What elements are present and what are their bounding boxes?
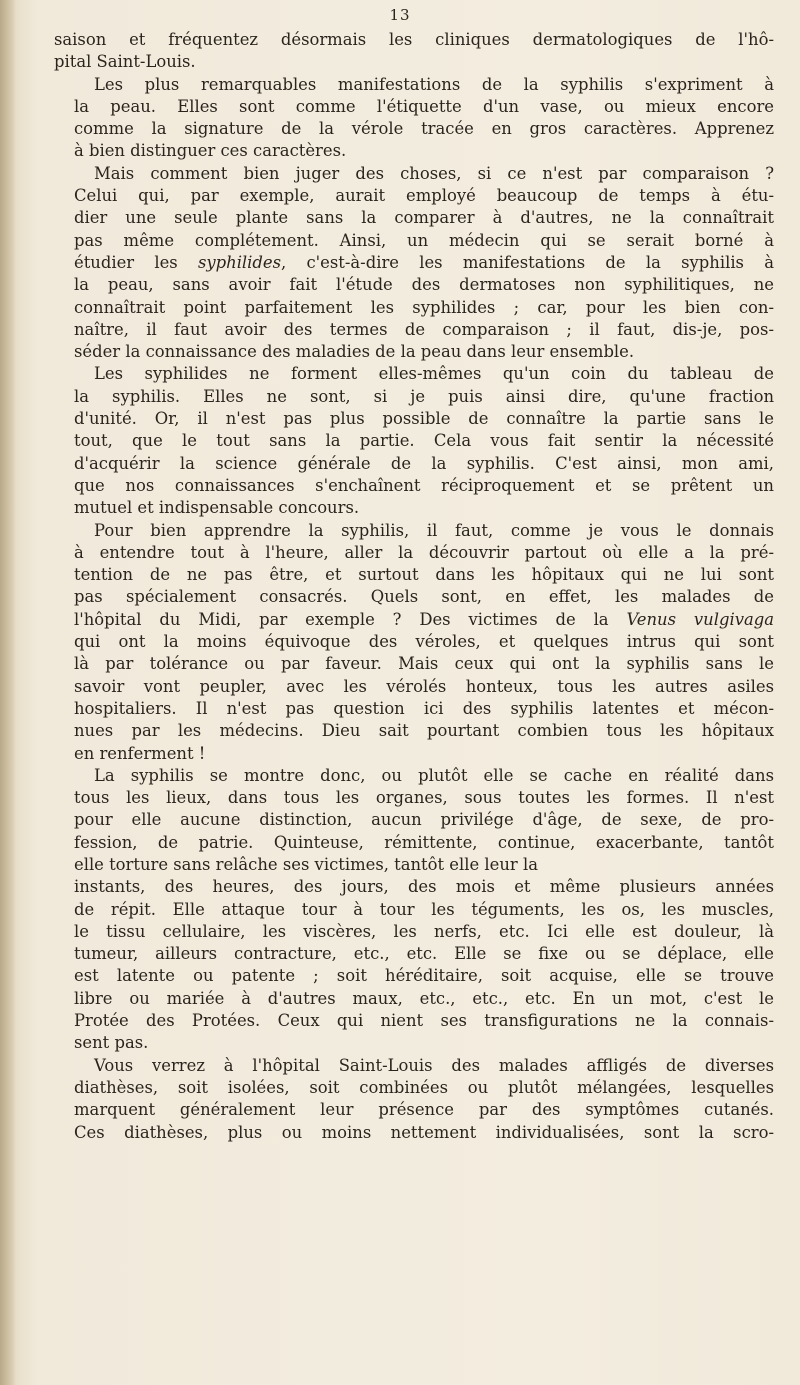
paragraph-3	[54, 163, 774, 364]
text-line: le tissu cellulaire, les viscères, les nerfs, etc. Ici elle est douleur, là	[74, 921, 774, 941]
text-line: tous les lieux, dans tous les organes, sous toutes les formes. Il n'est	[74, 788, 774, 808]
text-line: Celui qui, par exemple, aurait employé beaucoup de temps à étu-	[74, 186, 774, 206]
text-line: de répit. Elle attaque tour à tour les téguments, les os, les muscles,	[74, 899, 774, 919]
text-line: dier une seule plante sans la comparer à d'autres, ne la connaîtrait	[74, 208, 774, 228]
text-line: à bien distinguer ces caractères.	[74, 141, 347, 161]
text-line: Ces diathèses, plus ou moins nettement individualisées, sont la scro-	[74, 1122, 774, 1142]
text-line: Vous verrez à l'hôpital Saint-Louis des malades affligés de diverses	[94, 1055, 774, 1075]
text-line: qui ont la moins équivoque des véroles, et quelques intrus qui sont	[74, 632, 774, 652]
text-line: Les plus remarquables manifestations de la syphilis s'expriment à	[94, 74, 774, 94]
text-line	[54, 252, 774, 274]
text-line: Mais comment bien juger des choses, si ce n'est par comparaison ?	[94, 163, 774, 183]
paragraph-4	[54, 363, 774, 519]
paragraph-2	[54, 74, 774, 163]
text-line: Pour bien apprendre la syphilis, il faut, comme je vous le donnais	[94, 520, 774, 540]
text-line: libre ou mariée à d'autres maux, etc., etc., etc. En un mot, c'est le	[74, 988, 774, 1008]
text-span: , c'est-à-dire les manifestations de la syphilis à	[281, 252, 774, 272]
text-line: pas spécialement consacrés. Quels sont, en effet, les malades de	[74, 587, 774, 607]
text-line: la peau. Elles sont comme l'étiquette d'un vase, ou mieux encore	[74, 96, 774, 116]
text-line: d'acquérir la science générale de la syphilis. C'est ainsi, mon ami,	[74, 453, 774, 473]
text-line: tout, que le tout sans la partie. Cela vous fait sentir la nécessité	[74, 431, 774, 451]
page-number: 13	[389, 6, 411, 24]
text-line: Les syphilides ne forment elles-mêmes qu'un coin du tableau de	[94, 364, 774, 384]
text-line: séder la connaissance des maladies de la peau dans leur ensemble.	[74, 342, 635, 362]
text-line: est latente ou patente ; soit héréditaire, soit acquise, elle se trouve	[74, 966, 774, 986]
paragraph-7	[54, 1055, 774, 1144]
text-line: instants, des heures, des jours, des mois et même plusieurs années	[74, 877, 774, 897]
text-line: saison et fréquentez désormais les cliniques dermatologiques de l'hô-	[54, 30, 774, 49]
text-span: étudier les	[74, 252, 198, 272]
text-line: hospitaliers. Il n'est pas question ici des syphilis latentes et mécon-	[74, 698, 774, 718]
text-line: la syphilis. Elles ne sont, si je puis ainsi dire, qu'une fraction	[74, 386, 774, 406]
italic-term: syphilides	[197, 252, 282, 272]
text-line: à entendre tout à l'heure, aller la découvrir partout où elle a la pré-	[74, 542, 774, 562]
text-line: Protée des Protées. Ceux qui nient ses transfigurations ne la connais-	[74, 1011, 774, 1031]
text-line: elle torture sans relâche ses victimes, tantôt elle leur la	[74, 854, 538, 874]
text-line: La syphilis se montre donc, ou plutôt elle se cache en réalité dans	[94, 765, 774, 785]
text-line: d'unité. Or, il n'est pas plus possible de connaître la partie sans le	[74, 409, 774, 429]
text-line: savoir vont peupler, avec les vérolés honteux, tous les autres asiles	[74, 676, 774, 696]
text-line: fession, de patrie. Quinteuse, rémittente, continue, exacerbante, tantôt	[74, 832, 774, 852]
text-line: tention de ne pas être, et surtout dans les hôpitaux qui ne lui sont	[74, 565, 774, 585]
paragraph-5	[54, 520, 774, 765]
text-line: en renferment !	[74, 743, 206, 763]
paragraph-1	[54, 29, 774, 74]
page-binding-shadow	[0, 0, 16, 1385]
italic-term: Venus vulgivaga	[626, 609, 774, 629]
text-line	[54, 609, 774, 631]
paragraph-6	[54, 765, 774, 1055]
text-line: pas même complétement. Ainsi, un médecin qui se serait borné à	[74, 230, 774, 250]
text-span: l'hôpital du Midi, par exemple ? Des victimes de la	[74, 609, 627, 629]
body-text	[54, 29, 774, 1144]
text-line: là par tolérance ou par faveur. Mais ceux qui ont la syphilis sans le	[74, 654, 774, 674]
text-line: nues par les médecins. Dieu sait pourtant combien tous les hôpitaux	[74, 721, 774, 741]
text-line: sent pas.	[74, 1033, 149, 1053]
text-line: diathèses, soit isolées, soit combinées ou plutôt mélangées, lesquelles	[74, 1077, 774, 1097]
text-line: mutuel et indispensable concours.	[74, 498, 360, 518]
text-line: comme la signature de la vérole tracée en gros caractères. Apprenez	[74, 119, 774, 139]
text-line: pital Saint-Louis.	[54, 52, 196, 72]
text-line: tumeur, ailleurs contracture, etc., etc. Elle se fixe ou se déplace, elle	[74, 944, 774, 964]
text-line: pour elle aucune distinction, aucun privilége d'âge, de sexe, de pro-	[74, 810, 774, 830]
text-line: marquent généralement leur présence par des symptômes cutanés.	[74, 1100, 774, 1120]
text-line: connaîtrait point parfaitement les syphilides ; car, pour les bien con-	[74, 297, 774, 317]
text-line: que nos connaissances s'enchaînent réciproquement et se prêtent un	[74, 475, 774, 495]
text-line: la peau, sans avoir fait l'étude des dermatoses non syphilitiques, ne	[74, 275, 774, 295]
text-line: naître, il faut avoir des termes de comparaison ; il faut, dis-je, pos-	[74, 319, 774, 339]
